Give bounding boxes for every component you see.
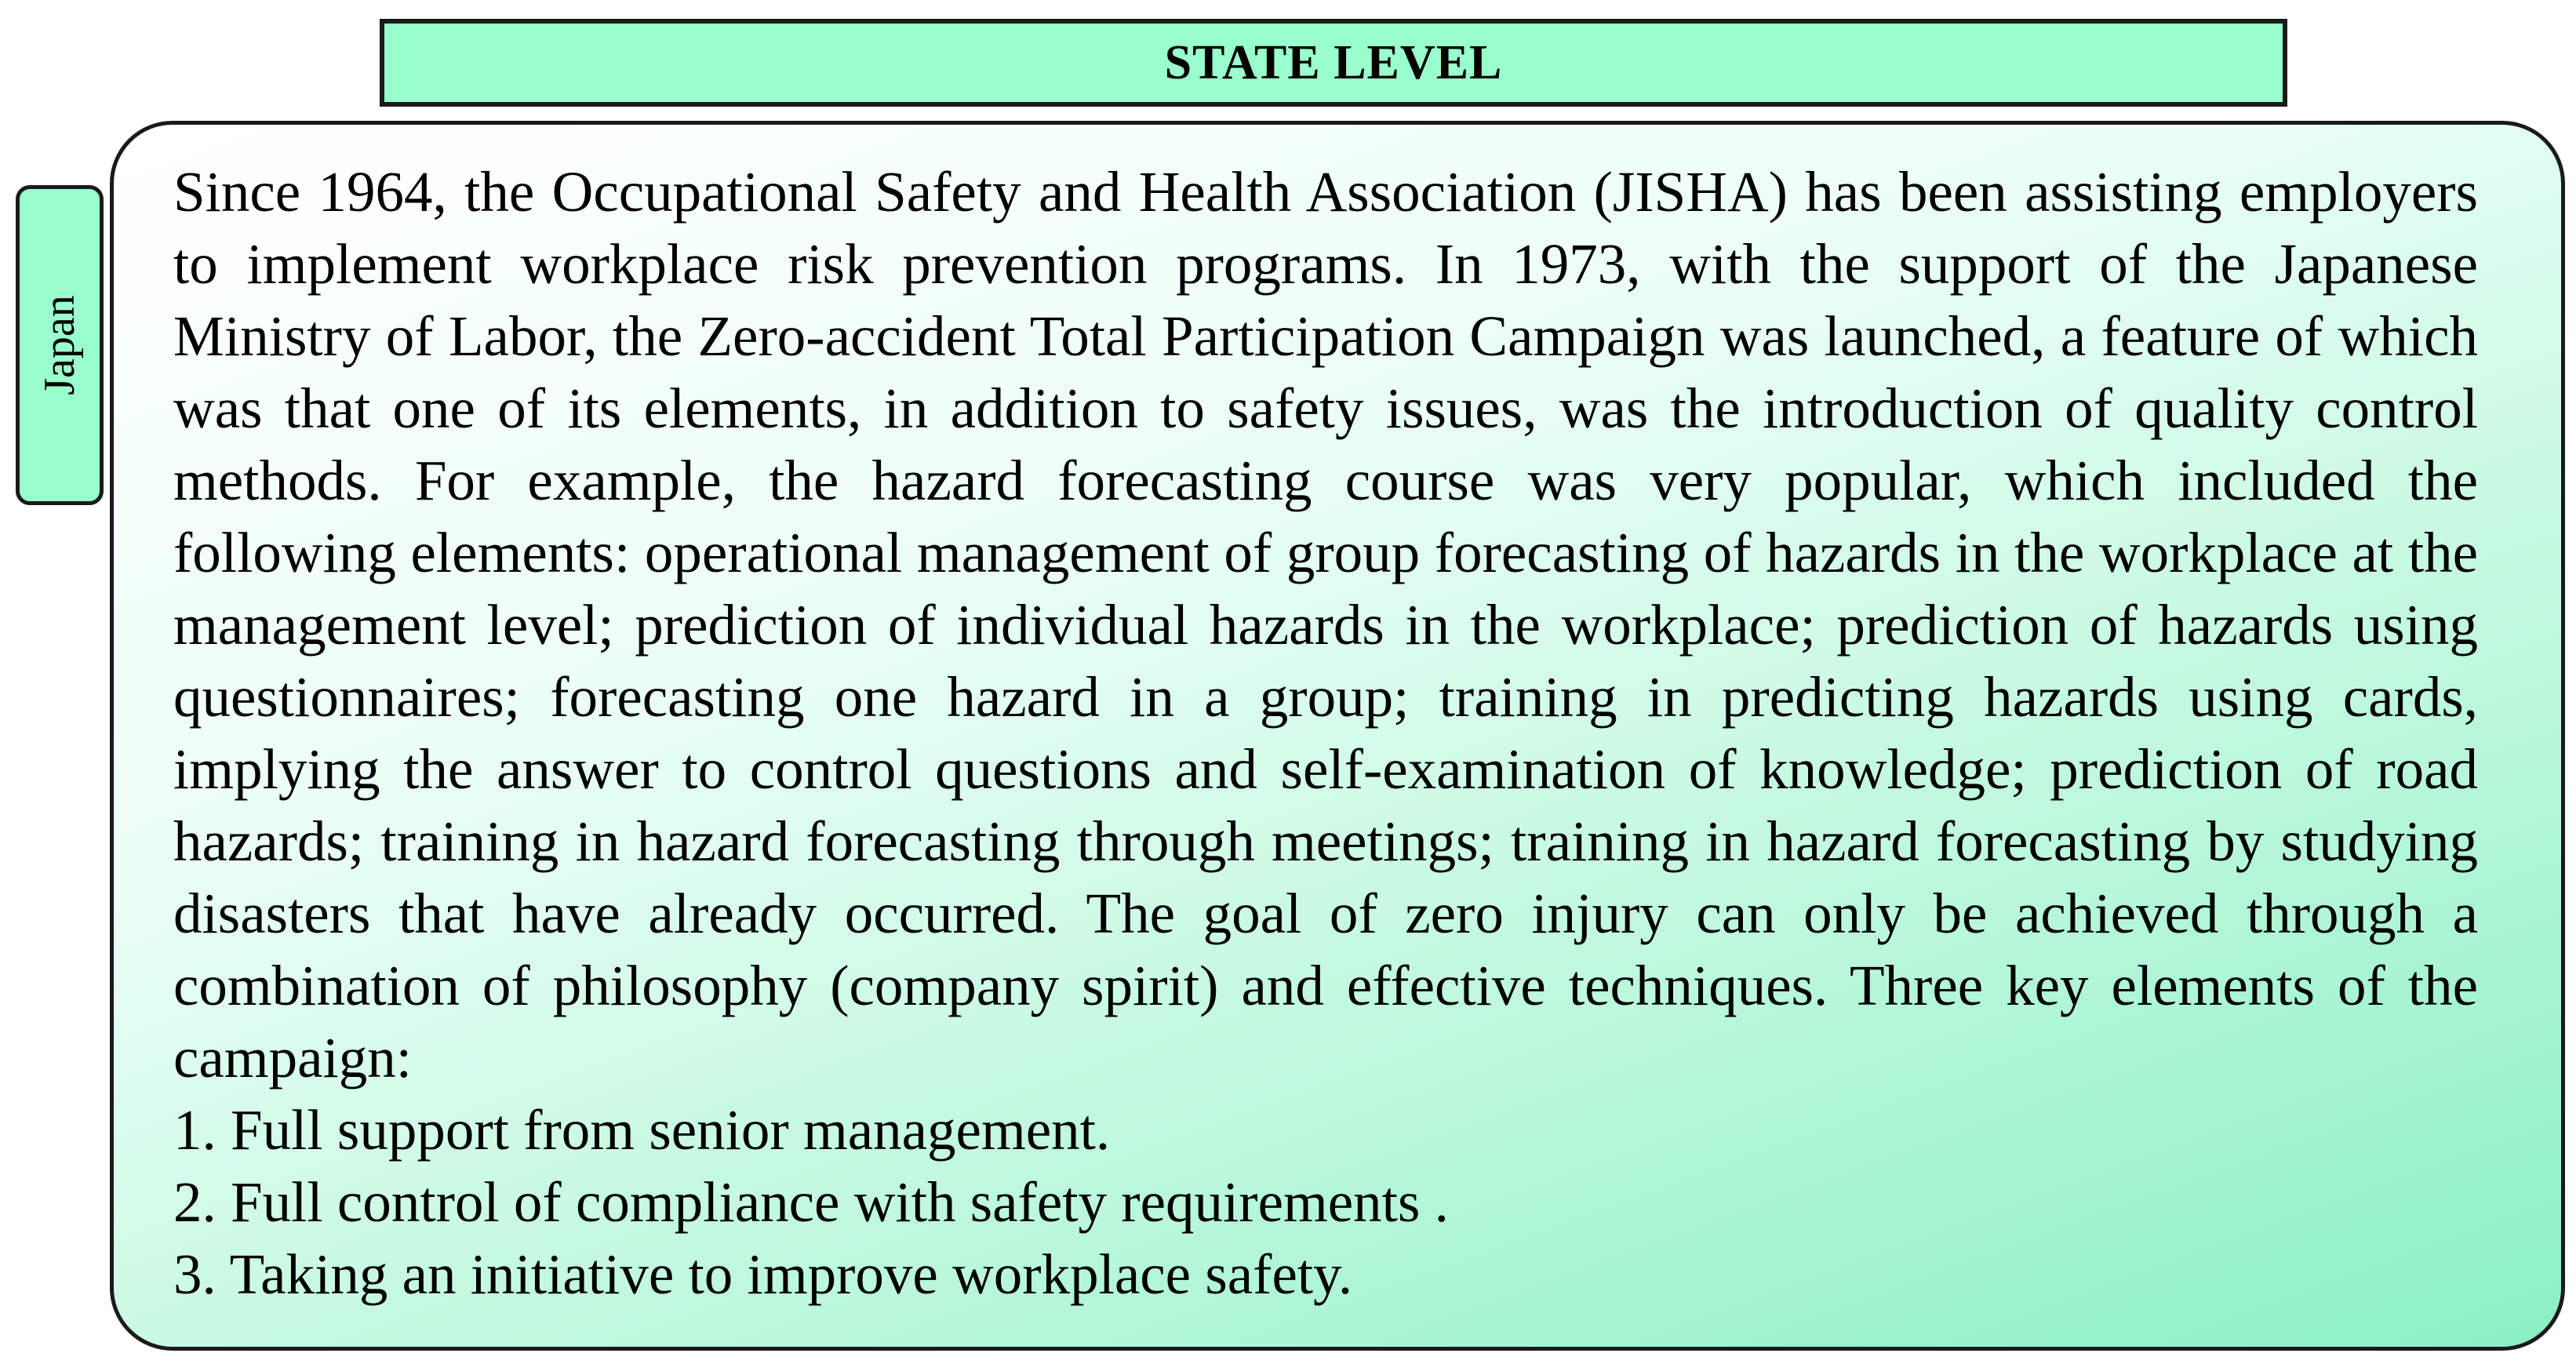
state-level-header (380, 19, 2287, 107)
list-item: 2. Full control of compliance with safety requirements . (173, 1170, 1449, 1234)
country-tab-japan (16, 185, 104, 505)
description-paragraph: Since 1964, the Occupational Safety and Health Association (JISHA) has been assisting employers to implement workplace risk prevention programs. In 1973, with the support of the Japanese Ministry of Labor, the Zero-accident Total Participation Campaign was launched, a feature of which was that one of its elements, in addition to safety issues, was the introduction of quality control methods. For example, the hazard forecasting course was very popular, which included the following elements: operational management of group forecasting of hazards in the workplace at the management level; prediction of individual hazards in the workplace; prediction of hazards using questionnaires; forecasting one hazard in a group; training in predicting hazards using cards, implying the answer to control questions and self-examination of knowledge; prediction of road hazards; training in hazard forecasting through meetings; training in hazard forecasting by studying disasters that have already occurred. The goal of zero injury can only be achieved through a combination of philosophy (company spirit) and effective techniques. Three key elements of the campaign: (173, 160, 2478, 1089)
header-title: STATE LEVEL (1164, 35, 1503, 89)
content-panel (110, 121, 2565, 1351)
list-item: 1. Full support from senior management. (173, 1098, 1111, 1162)
list-item: 3. Taking an initiative to improve workplace safety. (173, 1242, 1353, 1306)
key-elements-list (173, 1094, 2478, 1311)
country-label: Japan (35, 295, 85, 395)
